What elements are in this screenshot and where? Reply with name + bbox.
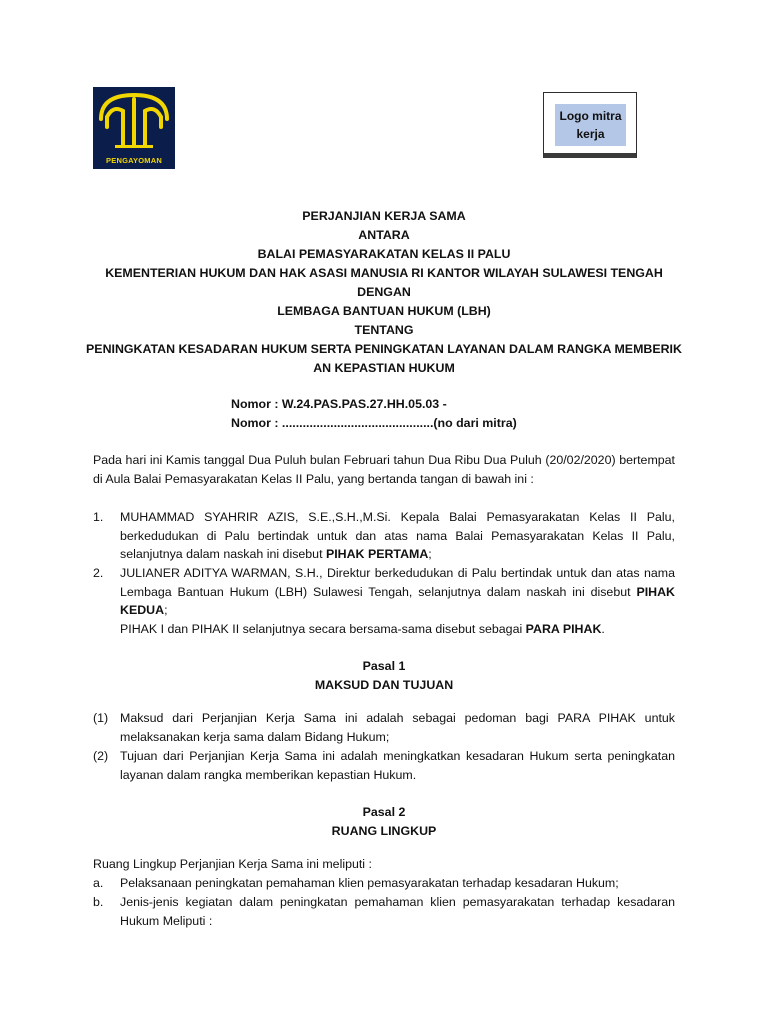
nomor-line: Nomor : W.24.PAS.PAS.27.HH.05.03 - [231,397,447,411]
title-line: PERJANJIAN KERJA SAMA [302,209,466,223]
document-title [85,207,683,378]
pasal-2-intro: Ruang Lingkup Perjanjian Kerja Sama ini meliputi : [93,857,372,871]
logo-caption: PENGAYOMAN [106,156,162,165]
title-line: PENINGKATAN KESADARAN HUKUM SERTA PENINGKATAN LAYANAN DALAM RANGKA MEMBERIK [86,342,682,356]
document-number [231,395,517,432]
scope-letter: b. [93,895,104,909]
scope-item: Pelaksanaan peningkatan pemahaman klien pemasyarakatan terhadap kesadaran Hukum; [120,876,619,890]
pasal-2-heading: Pasal 2 RUANG LINGKUP [331,805,437,838]
party-number: 1. [93,510,104,524]
title-line: TENTANG [354,323,414,337]
para-pihak-statement: PIHAK I dan PIHAK II selanjutnya secara bersama-sama disebut sebagai PARA PIHAK. [120,622,605,636]
partner-logo-placeholder [543,92,637,158]
scope-item: Jenis-jenis kegiatan dalam peningkatan pemahaman klien pemasyarakatan terhadap kesadaran Hukum Meliputi : [120,895,675,928]
party-second: JULIANER ADITYA WARMAN, S.H., Direktur berkedudukan di Palu bertindak untuk dan atas nama Lembaga Bantuan Hukum (LBH) Sulawesi Tengah, selanjutnya dalam naskah ini disebut PIHAK KEDUA; [120,566,675,617]
title-line: KEMENTERIAN HUKUM DAN HAK ASASI MANUSIA RI KANTOR WILAYAH SULAWESI TENGAH [105,266,663,280]
pengayoman-logo [93,87,175,169]
nomor-line: Nomor : ............................................(no dari mitra) [231,415,517,430]
clause-number: (1) [93,711,109,725]
pasal-1-heading: Pasal 1 MAKSUD DAN TUJUAN [314,659,454,692]
pasal-1-clause: Tujuan dari Perjanjian Kerja Sama ini adalah meningkatkan kesadaran Hukum serta peningkatan layanan dalam rangka memberikan kepastian Hukum. [120,749,675,782]
clause-number: (2) [93,749,109,763]
scope-letter: a. [93,876,104,890]
title-line: BALAI PEMASYARAKATAN KELAS II PALU [257,247,511,261]
title-line: AN KEPASTIAN HUKUM [313,361,455,375]
pengayoman-emblem-icon [93,87,175,157]
party-first: MUHAMMAD SYAHRIR AZIS, S.E.,S.H.,M.Si. Kepala Balai Pemasyarakatan Kelas II Palu, berkedudukan di Palu bertindak untuk dan atas nama Balai Pemasyarakatan Kelas II Palu, selanjutnya dalam naskah ini disebut PIHAK PERTAMA; [120,510,675,561]
party-number: 2. [93,566,104,580]
partner-logo-label: Logo mitra kerja [555,104,626,146]
title-line: ANTARA [358,228,410,242]
title-line: DENGAN [357,285,411,299]
title-line: LEMBAGA BANTUAN HUKUM (LBH) [277,304,491,318]
intro-paragraph: Pada hari ini Kamis tanggal Dua Puluh bulan Februari tahun Dua Ribu Dua Puluh (20/02/2020) bertempat di Aula Balai Pemasyarakatan Kelas II Palu, yang bertanda tangan di bawah ini : [93,453,675,486]
pasal-1-clause: Maksud dari Perjanjian Kerja Sama ini adalah sebagai pedoman bagi PARA PIHAK untuk melaksanakan kerja sama dalam Bidang Hukum; [120,711,675,744]
